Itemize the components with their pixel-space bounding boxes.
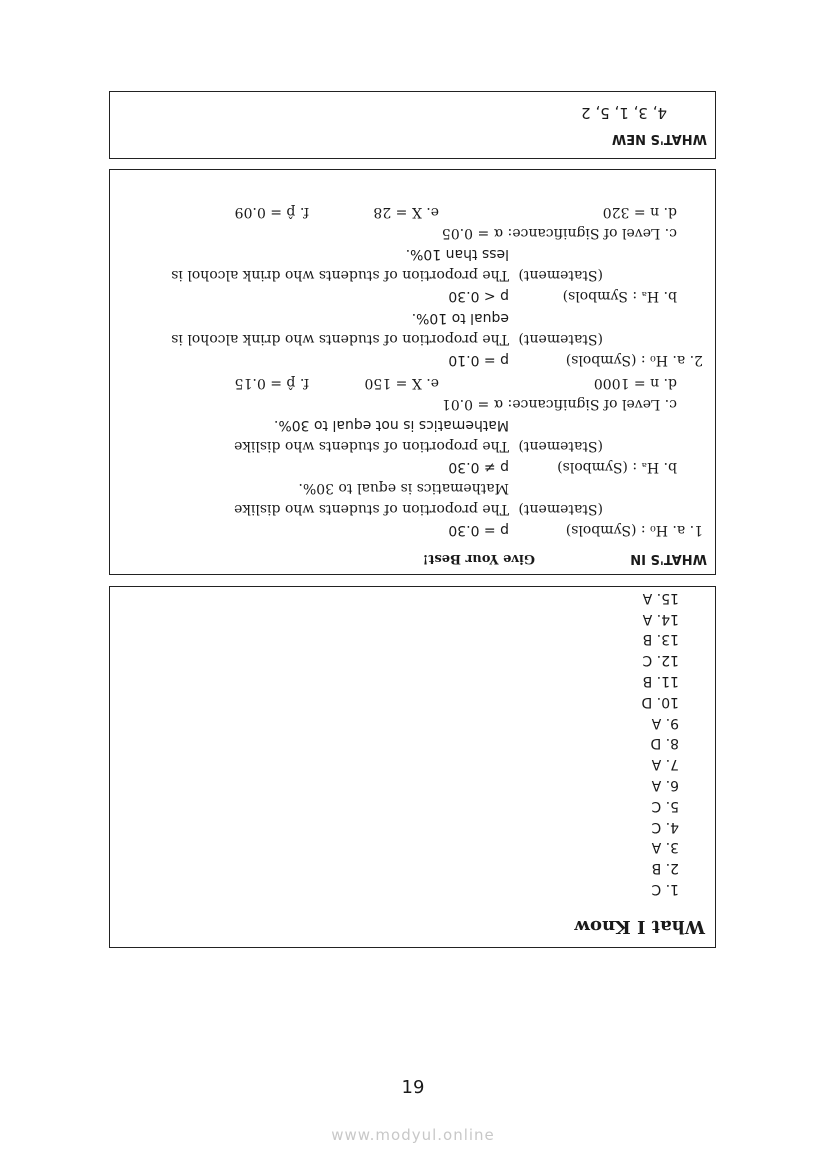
whats-in-line: c. Level of Significance: α = 0.01 [441, 396, 677, 412]
whats-in-line: less than 10%. [405, 246, 509, 262]
list-item: 2. B [651, 860, 679, 877]
whats-in-line: The proportion of students who drink alcohol is [171, 331, 509, 347]
whats-in-line: f. p̂ = 0.15 [234, 375, 309, 391]
list-item: 13. B [642, 631, 679, 648]
whats-new-answer: 4, 3, 1, 5, 2 [581, 104, 667, 122]
list-item: 9. A [651, 714, 679, 731]
whats-in-line: p = 0.10 [448, 352, 509, 368]
whats-new-box [109, 91, 716, 159]
list-item: 1. C [651, 881, 679, 897]
list-item: 12. C [642, 652, 679, 669]
watermark: www.modyul.online [331, 1126, 495, 1144]
list-item: 10. D [641, 693, 679, 710]
whats-in-title: WHAT'S IN [630, 551, 707, 566]
whats-in-line: c. Level of Significance: α = 0.05 [441, 225, 677, 241]
list-item: 11. B [642, 673, 679, 690]
whats-in-line: d. n = 1000 [593, 375, 677, 391]
whats-in-box [109, 169, 716, 575]
whats-in-line: e. X = 150 [364, 375, 439, 391]
whats-in-line: (Statement) [518, 438, 603, 454]
whats-in-line: p ≠ 0.30 [448, 459, 509, 475]
list-item: 6. A [651, 777, 679, 794]
whats-in-line: b. Hₐ : Symbols) [562, 288, 677, 304]
whats-in-line: e. X = 28 [373, 204, 439, 220]
whats-in-line: The proportion of students who dislike [234, 501, 509, 517]
whats-in-line: equal to 10%. [411, 310, 509, 326]
whats-in-line: Mathematics is not equal to 30%. [273, 417, 509, 433]
whats-in-line: Mathematics is equal to 30%. [298, 480, 509, 496]
whats-in-line: The proportion of students who dislike [234, 438, 509, 454]
answer-list [642, 587, 680, 899]
list-item: 7. A [651, 756, 679, 773]
whats-in-line: (Statement) [518, 267, 603, 283]
what-i-know-title: What I Know [574, 916, 705, 937]
list-item: 15. A [642, 589, 679, 606]
whats-in-line: d. n = 320 [602, 204, 677, 220]
whats-in-line: The proportion of students who drink alcohol is [171, 267, 509, 283]
whats-new-title: WHAT'S NEW [611, 131, 707, 146]
list-item: 5. C [651, 797, 679, 814]
whats-in-subtitle: Give Your Best! [422, 551, 535, 566]
whats-in-line: 1. a. H₀ : (Symbols) [565, 522, 703, 538]
whats-in-line: 2. a. H₀ : (Symbols) [565, 352, 703, 368]
list-item: 3. A [651, 839, 679, 856]
whats-in-line: p = 0.30 [448, 522, 509, 538]
page-number: 19 [401, 1077, 425, 1098]
whats-in-line: (Statement) [518, 331, 603, 347]
whats-in-line: f. p̂ = 0.09 [234, 204, 309, 220]
list-item: 4. C [651, 818, 679, 835]
what-i-know-box [109, 586, 716, 948]
whats-in-line: (Statement) [518, 501, 603, 517]
whats-in-line: p < 0.30 [448, 288, 509, 304]
list-item: 8. D [650, 735, 679, 752]
whats-in-line: b. Hₐ : (Symbols) [557, 459, 677, 475]
list-item: 14. A [642, 610, 679, 627]
